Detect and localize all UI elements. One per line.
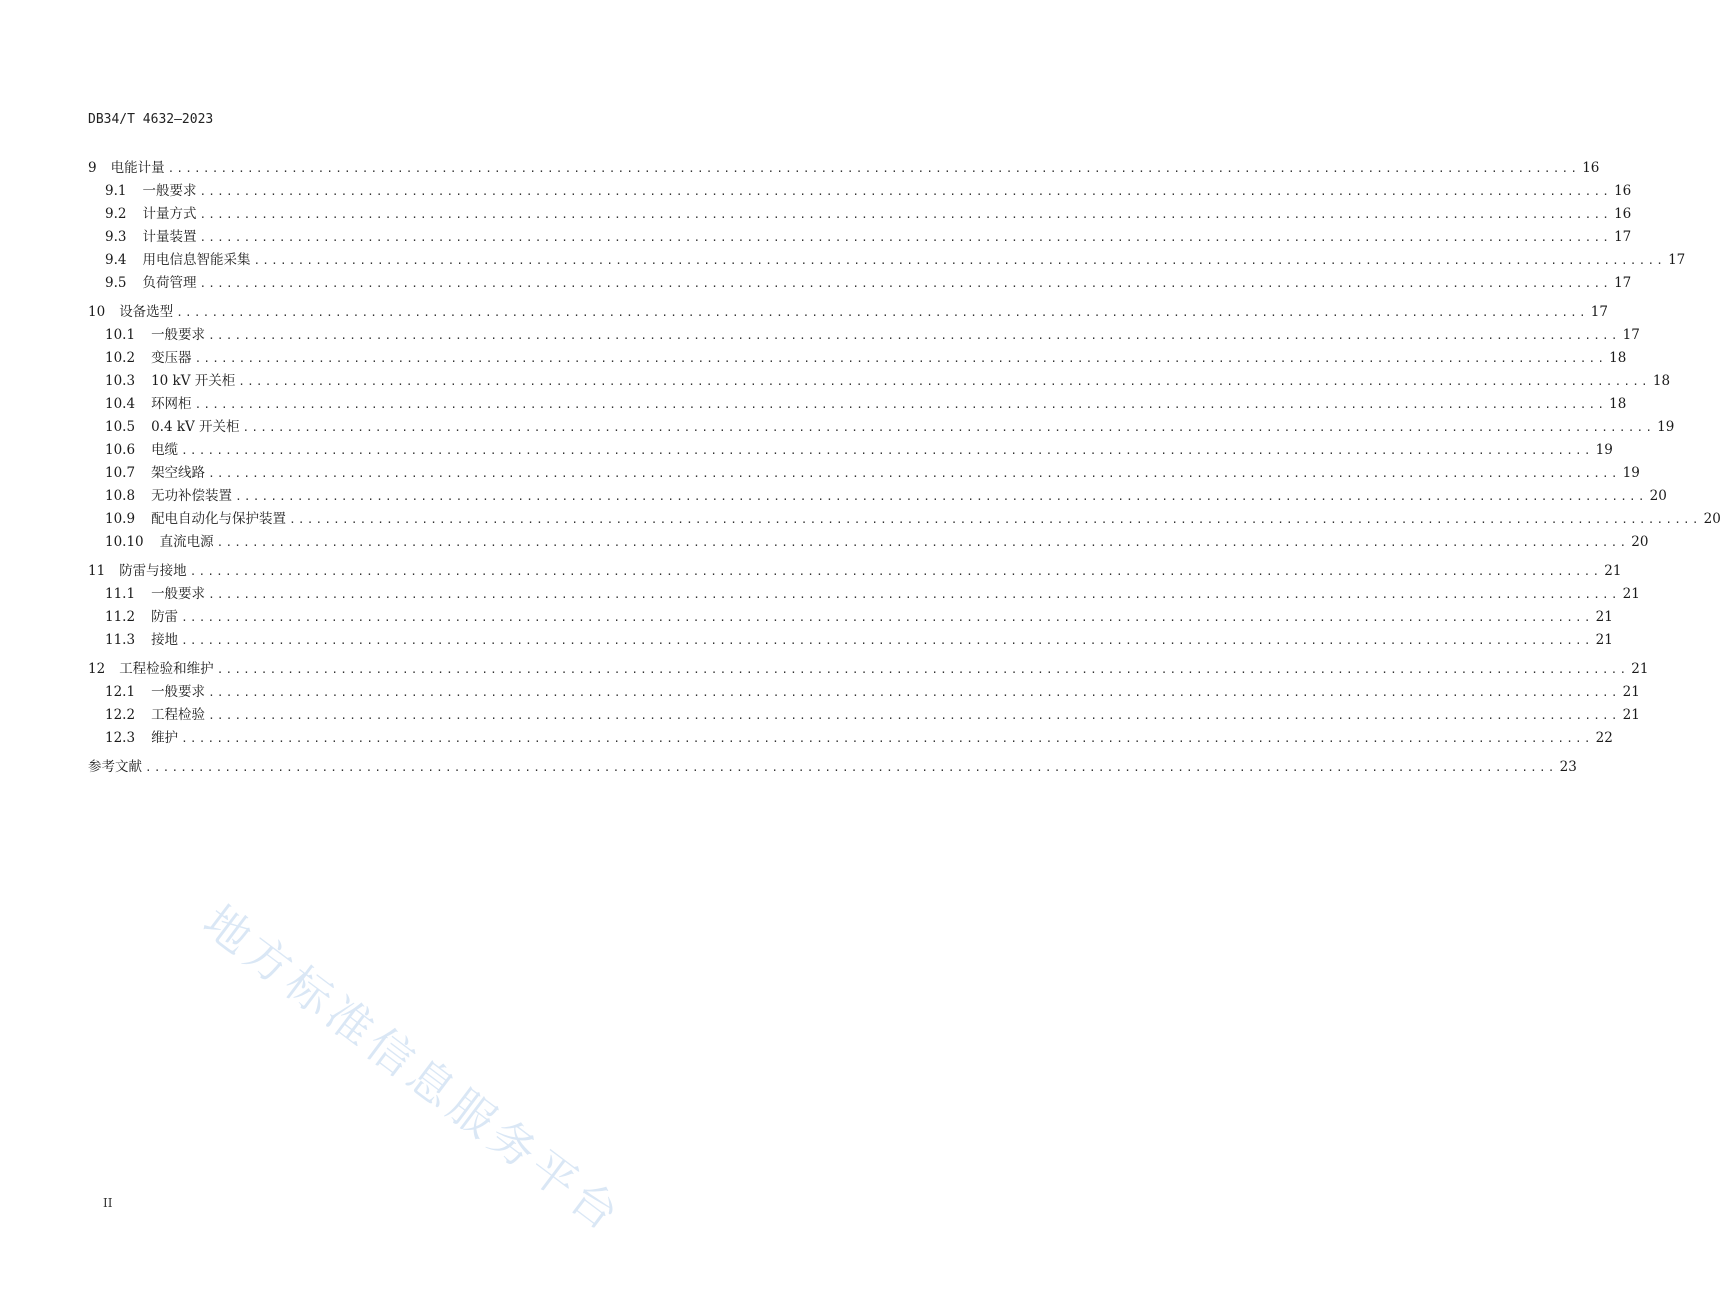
toc-entry-number: 12.2 [105,707,136,723]
toc-entry[interactable] [88,156,1600,179]
toc-leader-dots: ................................................................................................................................................................ [208,686,1620,699]
toc-entry-title: 工程检验和维护 [119,661,214,677]
toc-entry[interactable] [88,248,1686,271]
toc-entry-number: 12.1 [105,684,136,700]
toc-entry-title: 0.4 kV 开关柜 [151,419,240,435]
toc-entry-page: 21 [1622,707,1640,723]
toc-entry[interactable] [88,484,1667,507]
toc-entry-page: 20 [1703,511,1721,527]
toc-entry-number: 11.1 [105,586,136,602]
toc-entry-title: 计量装置 [142,229,197,245]
toc-entry-title: 设备选型 [119,304,174,320]
toc-entry[interactable] [88,507,1721,530]
toc-leader-dots: ................................................................................................................................................................ [235,490,1647,503]
toc-entry[interactable] [88,415,1675,438]
toc-entry-number: 10.4 [105,396,136,412]
toc-entry-title: 参考文献 [88,759,142,775]
toc-leader-dots: ................................................................................................................................................................ [181,444,1593,457]
toc-entry-title: 直流电源 [159,534,214,550]
toc-entry-title: 用电信息智能采集 [142,252,251,268]
toc-entry-page: 21 [1595,632,1613,648]
toc-leader-dots: ................................................................................................................................................................ [189,565,1602,578]
toc-entry-number: 9.3 [105,229,127,245]
toc-entry-title: 变压器 [151,350,192,366]
toc-leader-dots: ................................................................................................................................................................ [208,329,1620,342]
toc-leader-dots: ................................................................................................................................................................ [289,513,1701,526]
toc-entry-page: 21 [1622,684,1640,700]
toc-entry[interactable] [88,605,1613,628]
toc-leader-dots: ................................................................................................................................................................ [208,709,1620,722]
toc-entry[interactable] [88,369,1671,392]
toc-entry-page: 20 [1649,488,1667,504]
toc-entry[interactable] [88,703,1640,726]
toc-entry-number: 9.2 [105,206,127,222]
toc-entry-number: 11.3 [105,632,136,648]
toc-entry-number: 10 [88,304,106,320]
toc-entry-title: 负荷管理 [142,275,197,291]
toc-leader-dots: ................................................................................................................................................................ [199,185,1612,198]
toc-leader-dots: ................................................................................................................................................................ [176,306,1588,319]
document-id: DB34/T 4632—2023 [88,112,214,127]
toc-entry-title: 架空线路 [151,465,206,481]
toc-entry-page: 18 [1609,350,1627,366]
toc-entry-number: 10.2 [105,350,136,366]
toc-entry[interactable] [88,346,1627,369]
toc-entry-page: 21 [1595,609,1613,625]
toc-entry[interactable] [88,755,1577,778]
toc-leader-dots: ................................................................................................................................................................ [181,732,1593,745]
toc-entry-title: 无功补偿装置 [151,488,233,504]
watermark: 地方标准信息服务平台 [193,894,633,1244]
toc-entry-title: 一般要求 [151,327,206,343]
toc-entry-title: 电缆 [151,442,179,458]
toc-leader-dots: ................................................................................................................................................................ [145,761,1557,774]
toc-entry-page: 18 [1652,373,1671,389]
toc-entry[interactable] [88,582,1640,605]
toc-entry[interactable] [88,461,1640,484]
toc-leader-dots: ................................................................................................................................................................ [167,162,1580,175]
toc-entry-page: 21 [1622,586,1640,602]
toc-entry-title: 维护 [151,730,179,746]
toc-entry-title: 工程检验 [151,707,206,723]
toc-entry-number: 10.5 [105,419,136,435]
toc-entry[interactable] [88,559,1622,582]
toc-entry-number: 9.4 [105,252,127,268]
toc-entry-title: 环网柜 [151,396,192,412]
toc-entry-title: 计量方式 [142,206,197,222]
toc-entry-page: 17 [1614,275,1632,291]
toc-leader-dots: ................................................................................................................................................................ [181,634,1593,647]
toc-entry[interactable] [88,628,1613,651]
toc-entry[interactable] [88,179,1632,202]
toc-leader-dots: ................................................................................................................................................................ [194,352,1607,365]
toc-entry-number: 10.8 [105,488,136,504]
toc-entry-title: 一般要求 [142,183,197,199]
toc-entry-title: 防雷与接地 [119,563,187,579]
table-of-contents [88,156,1721,778]
toc-entry[interactable] [88,438,1613,461]
toc-entry-title: 配电自动化与保护装置 [151,511,287,527]
toc-entry[interactable] [88,657,1649,680]
toc-entry[interactable] [88,392,1627,415]
toc-entry[interactable] [88,225,1632,248]
toc-leader-dots: ................................................................................................................................................................ [181,611,1593,624]
toc-entry-page: 19 [1595,442,1613,458]
toc-entry-page: 17 [1590,304,1608,320]
toc-entry[interactable] [88,300,1608,323]
toc-leader-dots: ................................................................................................................................................................ [216,663,1629,676]
toc-entry-page: 23 [1559,759,1577,775]
toc-entry-page: 17 [1668,252,1686,268]
toc-entry-title: 一般要求 [151,684,206,700]
toc-entry-page: 22 [1595,730,1613,746]
toc-entry-number: 12 [88,661,106,677]
toc-entry-page: 16 [1614,206,1632,222]
toc-entry-page: 21 [1631,661,1649,677]
toc-entry-number: 10.9 [105,511,136,527]
toc-entry-page: 17 [1614,229,1632,245]
toc-entry-title: 一般要求 [151,586,206,602]
toc-leader-dots: ................................................................................................................................................................ [194,398,1607,411]
toc-entry-number: 9.5 [105,275,127,291]
toc-entry-number: 9.1 [105,183,127,199]
toc-entry-page: 19 [1622,465,1640,481]
toc-entry-number: 10.10 [105,534,144,550]
toc-leader-dots: ................................................................................................................................................................ [199,277,1612,290]
toc-leader-dots: ................................................................................................................................................................ [199,208,1612,221]
toc-entry-number: 11 [88,563,106,579]
toc-entry[interactable] [88,726,1613,749]
toc-leader-dots: ................................................................................................................................................................ [242,421,1655,434]
toc-entry-number: 10.6 [105,442,136,458]
toc-entry-title: 10 kV 开关柜 [151,373,236,389]
toc-entry-page: 21 [1604,563,1622,579]
toc-entry-title: 防雷 [151,609,179,625]
toc-entry-number: 10.7 [105,465,136,481]
toc-leader-dots: ................................................................................................................................................................ [253,254,1666,267]
toc-entry-page: 16 [1582,160,1600,176]
toc-leader-dots: ................................................................................................................................................................ [208,588,1620,601]
toc-leader-dots: ................................................................................................................................................................ [238,375,1650,388]
toc-entry[interactable] [88,202,1632,225]
toc-entry[interactable] [88,530,1649,553]
toc-entry-number: 9 [88,160,97,176]
toc-entry-title: 接地 [151,632,179,648]
toc-entry[interactable] [88,323,1640,346]
toc-entry-number: 10.1 [105,327,136,343]
toc-leader-dots: ................................................................................................................................................................ [199,231,1612,244]
toc-entry[interactable] [88,271,1632,294]
toc-entry-page: 19 [1657,419,1675,435]
page-number: II [103,1196,113,1210]
toc-entry-title: 电能计量 [110,160,165,176]
toc-entry-page: 16 [1614,183,1632,199]
toc-leader-dots: ................................................................................................................................................................ [208,467,1620,480]
toc-entry-number: 12.3 [105,730,136,746]
toc-entry-page: 17 [1622,327,1640,343]
toc-leader-dots: ................................................................................................................................................................ [216,536,1629,549]
toc-entry-page: 20 [1631,534,1649,550]
toc-entry-number: 11.2 [105,609,136,625]
toc-entry-page: 18 [1609,396,1627,412]
toc-entry-number: 10.3 [105,373,136,389]
toc-entry[interactable] [88,680,1640,703]
